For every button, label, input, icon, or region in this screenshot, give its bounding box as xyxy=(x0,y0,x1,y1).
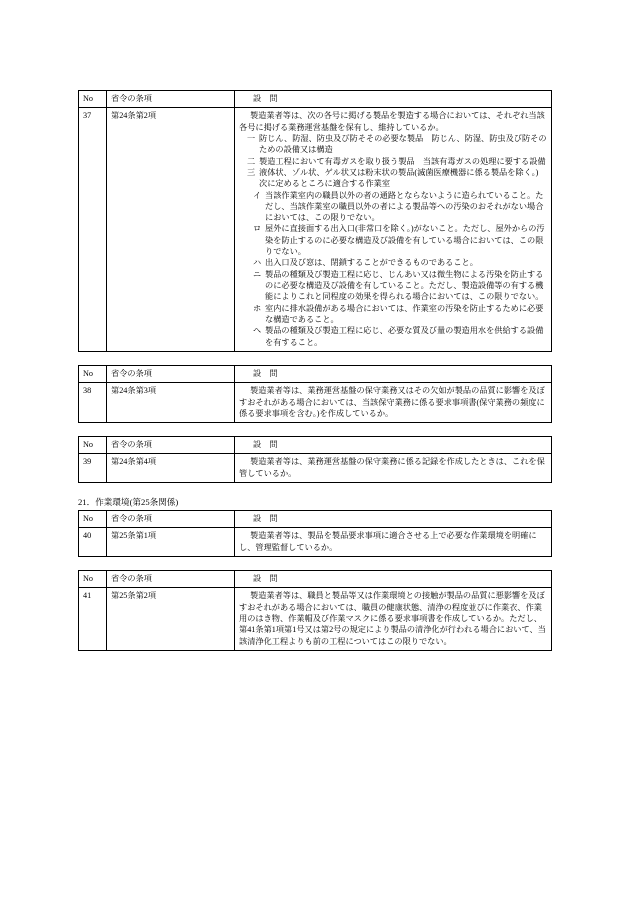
list-item xyxy=(239,133,548,156)
sub-list-marker: ニ xyxy=(253,269,262,279)
column-header-article: 省令の条項 xyxy=(107,571,235,588)
table-gap xyxy=(78,557,552,570)
section-gap xyxy=(78,483,552,496)
column-header-question: 設 問 xyxy=(235,571,552,588)
row-question: 製造業者等は、製品を製品要求事項に適合させる上で必要な作業環境を明確にし、管理監督しているか。 xyxy=(235,528,552,557)
section-heading: 21．作業環境(第25条関係) xyxy=(78,497,179,508)
sub-list-item xyxy=(239,223,548,257)
row-question: 製造業者等は、業務運営基盤の保守業務又はその欠如が製品の品質に影響を及ぼすおそれがある場合においては、当該保守業務に係る要求事項書(保守業務の頻度に係る要求事項を含む。)を作成しているか。 xyxy=(235,383,552,423)
row-article: 第24条第3項 xyxy=(107,383,235,423)
sub-list-text: 製品の種類及び製造工程に応じ、じんあい又は微生物による汚染を防止するのに必要な構造及び設備を有していること。ただし、製造設備等の有する機能によりこれと同程度の効果を得られる場合においては、この限りでない。 xyxy=(265,269,544,302)
question-lead: 製造業者等は、次の各号に掲げる製品を製造する場合においては、それぞれ当該各号に掲げる業務運営基盤を保有し、維持しているか。 xyxy=(239,111,545,132)
table-header-row xyxy=(79,511,552,528)
column-header-article: 省令の条項 xyxy=(107,91,235,108)
list-text: 製造工程において有毒ガスを取り扱う製品 当該有毒ガスの処理に要する設備 xyxy=(259,156,546,166)
table-row xyxy=(79,454,552,483)
row-no: 37 xyxy=(79,108,107,352)
table-gap xyxy=(78,352,552,365)
row-no: 41 xyxy=(79,588,107,651)
column-header-no: No xyxy=(79,437,107,454)
table-gap xyxy=(78,423,552,436)
row-article: 第24条第2項 xyxy=(107,108,235,352)
row-question: 製造業者等は、職員と製品等又は作業環境との接触が製品の品質に悪影響を及ぼすおそれがある場合においては、職員の健康状態、清浄の程度並びに作業衣、作業用のはき物、作業帽及び作業マスクに係る要求事項書を作成しているか。ただし、第41条第1項第1号又は第2号の規定により製品の清浄化が行われる場合において、当該清浄化工程よりも前の工程についてはこの限りでない。 xyxy=(235,588,552,651)
list-item xyxy=(239,167,548,190)
row-no: 38 xyxy=(79,383,107,423)
table-header-row xyxy=(79,437,552,454)
question-table-41 xyxy=(78,570,552,651)
table-row xyxy=(79,528,552,557)
column-header-question: 設 問 xyxy=(235,437,552,454)
sub-list-text: 室内に排水設備がある場合においては、作業室の汚染を防止するために必要な構造であること。 xyxy=(265,303,544,324)
list-marker: 三 xyxy=(247,167,256,177)
sub-list-text: 当該作業室内の職員以外の者の通路とならないように造られていること。ただし、当該作業室の職員以外の者による製品等への汚染のおそれがない場合においては、この限りでない。 xyxy=(265,190,544,223)
document-body xyxy=(78,90,552,651)
table-header-row xyxy=(79,571,552,588)
column-header-no: No xyxy=(79,91,107,108)
column-header-question: 設 問 xyxy=(235,511,552,528)
table-row xyxy=(79,588,552,651)
sub-list-marker: ロ xyxy=(253,224,262,234)
sub-list-text: 製品の種類及び製造工程に応じ、必要な質及び量の製造用水を供給する設備を有すること。 xyxy=(265,326,544,347)
column-header-question: 設 問 xyxy=(235,91,552,108)
row-article: 第25条第1項 xyxy=(107,528,235,557)
row-article: 第25条第2項 xyxy=(107,588,235,651)
sub-list-item xyxy=(239,325,548,348)
list-text: 防じん、防湿、防虫及び防そその必要な製品 防じん、防湿、防虫及び防そのための設備又は構造 xyxy=(259,133,547,155)
row-question xyxy=(235,108,552,352)
sub-list-item xyxy=(239,190,548,224)
sub-list-item xyxy=(239,269,548,303)
table-header-row xyxy=(79,365,552,382)
question-table-37 xyxy=(78,90,552,352)
column-header-article: 省令の条項 xyxy=(107,365,235,382)
column-header-article: 省令の条項 xyxy=(107,437,235,454)
table-header-row xyxy=(79,91,552,108)
sub-list-item xyxy=(239,303,548,326)
row-article: 第24条第4項 xyxy=(107,454,235,483)
column-header-article: 省令の条項 xyxy=(107,511,235,528)
list-text: 液体状、ゾル状、ゲル状又は粉末状の製品(滅菌医療機器に係る製品を除く。) 次に定めるところに適合する作業室 xyxy=(259,167,547,189)
question-table-38 xyxy=(78,365,552,423)
row-question: 製造業者等は、業務運営基盤の保守業務に係る記録を作成したときは、これを保管しているか。 xyxy=(235,454,552,483)
list-marker: 一 xyxy=(247,133,256,143)
sub-list-marker: ヘ xyxy=(253,326,262,336)
sub-list-text: 出入口及び窓は、閉鎖することができるものであること。 xyxy=(265,258,478,268)
table-row xyxy=(79,383,552,423)
column-header-no: No xyxy=(79,511,107,528)
list-marker: 二 xyxy=(247,156,256,166)
column-header-no: No xyxy=(79,365,107,382)
column-header-question: 設 問 xyxy=(235,365,552,382)
question-table-39 xyxy=(78,436,552,483)
sub-list-marker: イ xyxy=(253,190,262,200)
sub-list-text: 屋外に直接面する出入口(非常口を除く。)がないこと。ただし、屋外からの汚染を防止するのに必要な構造及び設備を有している場合においては、この限りでない。 xyxy=(265,224,545,257)
row-no: 39 xyxy=(79,454,107,483)
sub-list-item xyxy=(239,257,548,268)
list-item xyxy=(239,156,548,167)
sub-list-marker: ホ xyxy=(253,303,262,313)
sub-list-marker: ハ xyxy=(253,258,262,268)
table-row xyxy=(79,108,552,352)
question-table-40 xyxy=(78,510,552,557)
row-no: 40 xyxy=(79,528,107,557)
column-header-no: No xyxy=(79,571,107,588)
